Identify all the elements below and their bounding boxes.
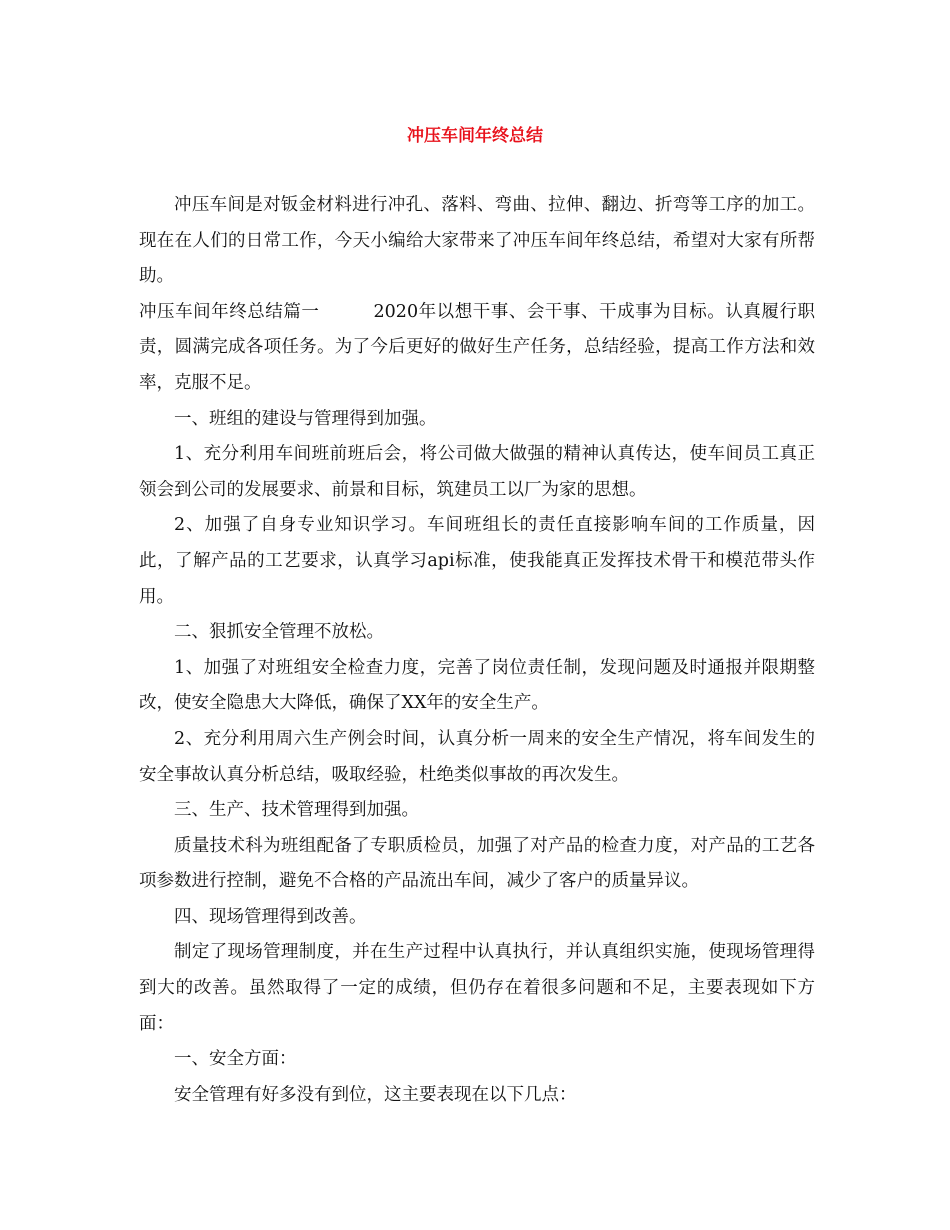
- section-heading: 二、狠抓安全管理不放松。: [174, 622, 384, 643]
- paragraph: 安全管理有好多没有到位，这主要表现在以下几点：: [174, 1084, 577, 1105]
- paragraph: 1、加强了对班组安全检查力度，完善了岗位责任制，发现问题及时通报并限期整改，使安全隐患大大降低，确保了XX年的安全生产。: [139, 657, 815, 714]
- paragraph: 质量技术科为班组配备了专职质检员，加强了对产品的检查力度，对产品的工艺各项参数进行控制，避免不合格的产品流出车间，减少了客户的质量异议。: [139, 835, 815, 892]
- section-heading: 三、生产、技术管理得到加强。: [174, 800, 419, 821]
- section-heading: 一、安全方面：: [174, 1049, 297, 1070]
- paragraph: 制定了现场管理制度，并在生产过程中认真执行，并认真组织实施，使现场管理得到大的改善。虽然取得了一定的成绩，但仍存在着很多问题和不足，主要表现如下方面：: [139, 942, 815, 1034]
- section-heading: 四、现场管理得到改善。: [174, 906, 367, 927]
- section-heading: 一、班组的建设与管理得到加强。: [174, 408, 437, 429]
- paragraph: 1、充分利用车间班前班后会，将公司做大做强的精神认真传达，使车间员工真正领会到公司的发展要求、前景和目标，筑建员工以厂为家的思想。: [139, 444, 815, 500]
- paragraph: 冲压车间年终总结篇一 2020年以想干事、会干事、干成事为目标。认真履行职责，圆满完成各项任务。为了今后更好的做好生产任务，总结经验，提高工作方法和效率，克服不足。: [139, 301, 815, 393]
- paragraph: 2、加强了自身专业知识学习。车间班组长的责任直接影响车间的工作质量，因此，了解产品的工艺要求，认真学习api标准，使我能真正发挥技术骨干和模范带头作用。: [139, 515, 815, 607]
- paragraph: 冲压车间是对钣金材料进行冲孔、落料、弯曲、拉伸、翻边、折弯等工序的加工。现在在人们的日常工作，今天小编给大家带来了冲压车间年终总结，希望对大家有所帮助。: [139, 195, 815, 287]
- document-title: 冲压车间年终总结: [407, 126, 543, 146]
- document-body: [139, 188, 815, 1113]
- paragraph: 2、充分利用周六生产例会时间，认真分析一周来的安全生产情况，将车间发生的安全事故认真分析总结，吸取经验，杜绝类似事故的再次发生。: [139, 728, 815, 785]
